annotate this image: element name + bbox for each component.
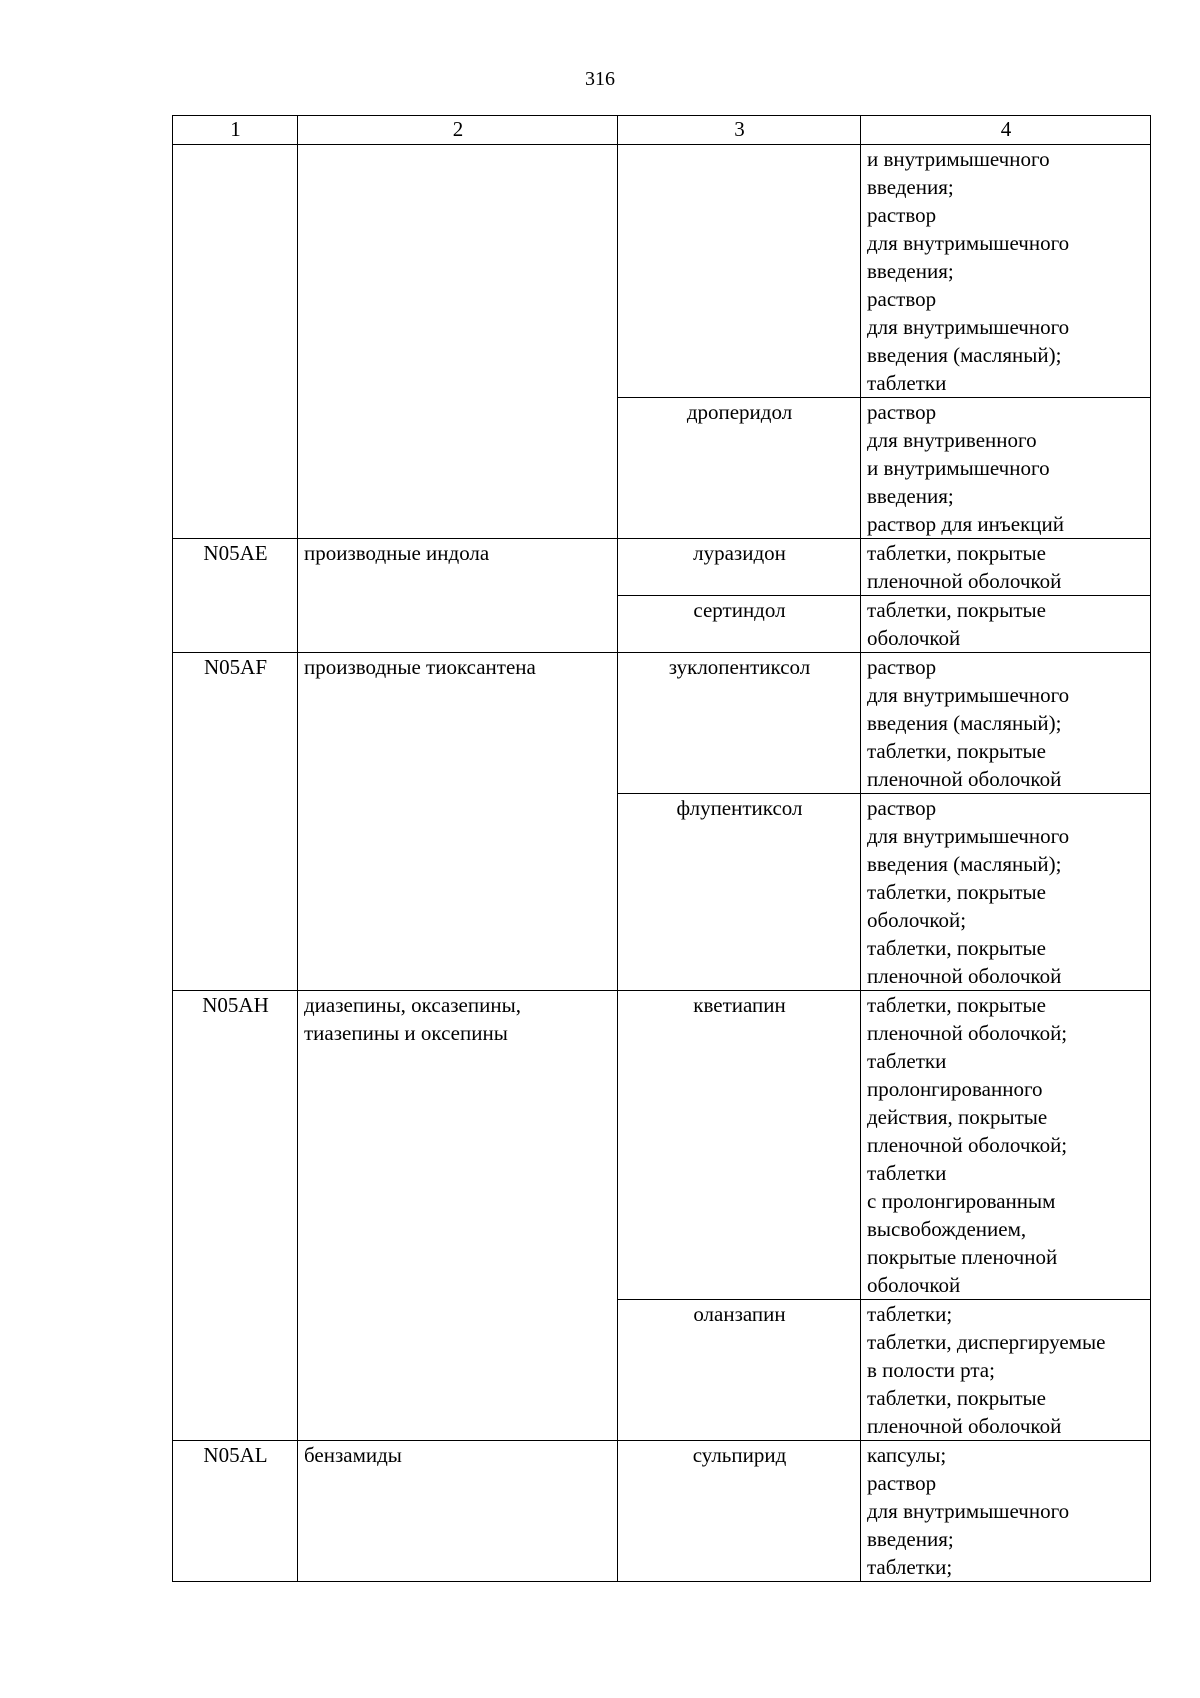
table-row [173, 145, 1151, 398]
dosage-form-cell [861, 794, 1151, 991]
dosage-form-line: введения (масляный); [867, 343, 1062, 367]
table-row [173, 1441, 1151, 1582]
dosage-form-line: для внутривенного [867, 428, 1037, 452]
dosage-form-line: оболочкой [867, 1273, 961, 1297]
drug-name-cell: сульпирид [618, 1441, 861, 1582]
dosage-form-line: введения (масляный); [867, 711, 1062, 735]
dosage-form-cell [861, 653, 1151, 794]
header-col-4: 4 [861, 116, 1151, 145]
dosage-form-line: таблетки, покрытые [867, 541, 1046, 565]
dosage-form-line: введения; [867, 484, 954, 508]
dosage-form-line: раствор [867, 655, 937, 679]
drug-name-cell: кветиапин [618, 991, 861, 1300]
drug-name-cell: сертиндол [618, 596, 861, 653]
dosage-form-line: таблетки, покрытые [867, 936, 1046, 960]
header-col-3: 3 [618, 116, 861, 145]
dosage-form-line: таблетки, диспергируемые [867, 1330, 1106, 1354]
dosage-form-line: введения (масляный); [867, 852, 1062, 876]
atc-code-cell: N05AH [173, 991, 298, 1441]
dosage-form-line: раствор для инъекций [867, 512, 1064, 536]
dosage-form-line: пленочной оболочкой; [867, 1021, 1068, 1045]
table-body [173, 145, 1151, 1582]
dosage-form-line: таблетки [867, 1049, 947, 1073]
dosage-form-line: пролонгированного [867, 1077, 1043, 1101]
dosage-form-cell [861, 1300, 1151, 1441]
dosage-form-line: и внутримышечного [867, 147, 1050, 171]
dosage-form-cell [861, 145, 1151, 398]
dosage-form-cell [861, 991, 1151, 1300]
dosage-form-cell [861, 596, 1151, 653]
dosage-form-line: введения; [867, 1527, 954, 1551]
drug-name-cell: дроперидол [618, 398, 861, 539]
table-row [173, 991, 1151, 1300]
dosage-form-line: пленочной оболочкой [867, 1414, 1062, 1438]
dosage-form-line: капсулы; [867, 1443, 947, 1467]
atc-code-cell: N05AL [173, 1441, 298, 1582]
drug-name-cell: зуклопентиксол [618, 653, 861, 794]
atc-code-cell: N05AE [173, 539, 298, 653]
dosage-form-line: таблетки [867, 1161, 947, 1185]
group-name-line: тиазепины и оксепины [304, 1021, 508, 1045]
dosage-form-line: введения; [867, 175, 954, 199]
dosage-form-line: высвобождением, [867, 1217, 1027, 1241]
dosage-form-line: с пролонгированным [867, 1189, 1056, 1213]
drug-name-cell: флупентиксол [618, 794, 861, 991]
dosage-form-line: таблетки [867, 371, 947, 395]
dosage-form-line: раствор [867, 1471, 937, 1495]
dosage-form-line: раствор [867, 287, 937, 311]
table-row [173, 653, 1151, 794]
dosage-form-line: для внутримышечного [867, 683, 1070, 707]
header-col-2: 2 [298, 116, 618, 145]
dosage-form-line: покрытые пленочной [867, 1245, 1058, 1269]
dosage-form-line: раствор [867, 203, 937, 227]
table-row [173, 539, 1151, 596]
dosage-form-line: таблетки; [867, 1555, 953, 1579]
table-header-row [173, 116, 1151, 145]
dosage-form-cell [861, 539, 1151, 596]
atc-code-cell: N05AF [173, 653, 298, 991]
dosage-form-line: введения; [867, 259, 954, 283]
group-name-cell [298, 539, 618, 653]
dosage-form-line: пленочной оболочкой; [867, 1133, 1068, 1157]
dosage-form-cell [861, 398, 1151, 539]
dosage-form-line: оболочкой; [867, 908, 967, 932]
dosage-form-line: таблетки, покрытые [867, 880, 1046, 904]
dosage-form-line: таблетки; [867, 1302, 953, 1326]
group-name-cell [298, 145, 618, 539]
dosage-form-line: таблетки, покрытые [867, 739, 1046, 763]
dosage-form-line: действия, покрытые [867, 1105, 1048, 1129]
dosage-form-line: для внутримышечного [867, 231, 1070, 255]
dosage-form-line: таблетки, покрытые [867, 993, 1046, 1017]
group-name-line: производные тиоксантена [304, 655, 536, 679]
dosage-form-cell [861, 1441, 1151, 1582]
group-name-cell [298, 1441, 618, 1582]
dosage-form-line: для внутримышечного [867, 824, 1070, 848]
dosage-form-line: раствор [867, 796, 937, 820]
drug-name-cell: оланзапин [618, 1300, 861, 1441]
dosage-form-line: для внутримышечного [867, 1499, 1070, 1523]
group-name-line: диазепины, оксазепины, [304, 993, 521, 1017]
page-number: 316 [585, 68, 615, 90]
drug-name-cell: луразидон [618, 539, 861, 596]
dosage-form-line: раствор [867, 400, 937, 424]
dosage-form-line: в полости рта; [867, 1358, 995, 1382]
dosage-form-line: и внутримышечного [867, 456, 1050, 480]
dosage-form-line: таблетки, покрытые [867, 598, 1046, 622]
dosage-form-line: для внутримышечного [867, 315, 1070, 339]
dosage-form-line: оболочкой [867, 626, 961, 650]
group-name-line: бензамиды [304, 1443, 402, 1467]
group-name-cell [298, 653, 618, 991]
dosage-form-line: пленочной оболочкой [867, 569, 1062, 593]
header-col-1: 1 [173, 116, 298, 145]
group-name-line: производные индола [304, 541, 490, 565]
atc-code-cell [173, 145, 298, 539]
drug-name-cell [618, 145, 861, 398]
dosage-form-line: пленочной оболочкой [867, 767, 1062, 791]
group-name-cell [298, 991, 618, 1441]
dosage-form-line: пленочной оболочкой [867, 964, 1062, 988]
drug-table [172, 115, 1151, 1582]
dosage-form-line: таблетки, покрытые [867, 1386, 1046, 1410]
